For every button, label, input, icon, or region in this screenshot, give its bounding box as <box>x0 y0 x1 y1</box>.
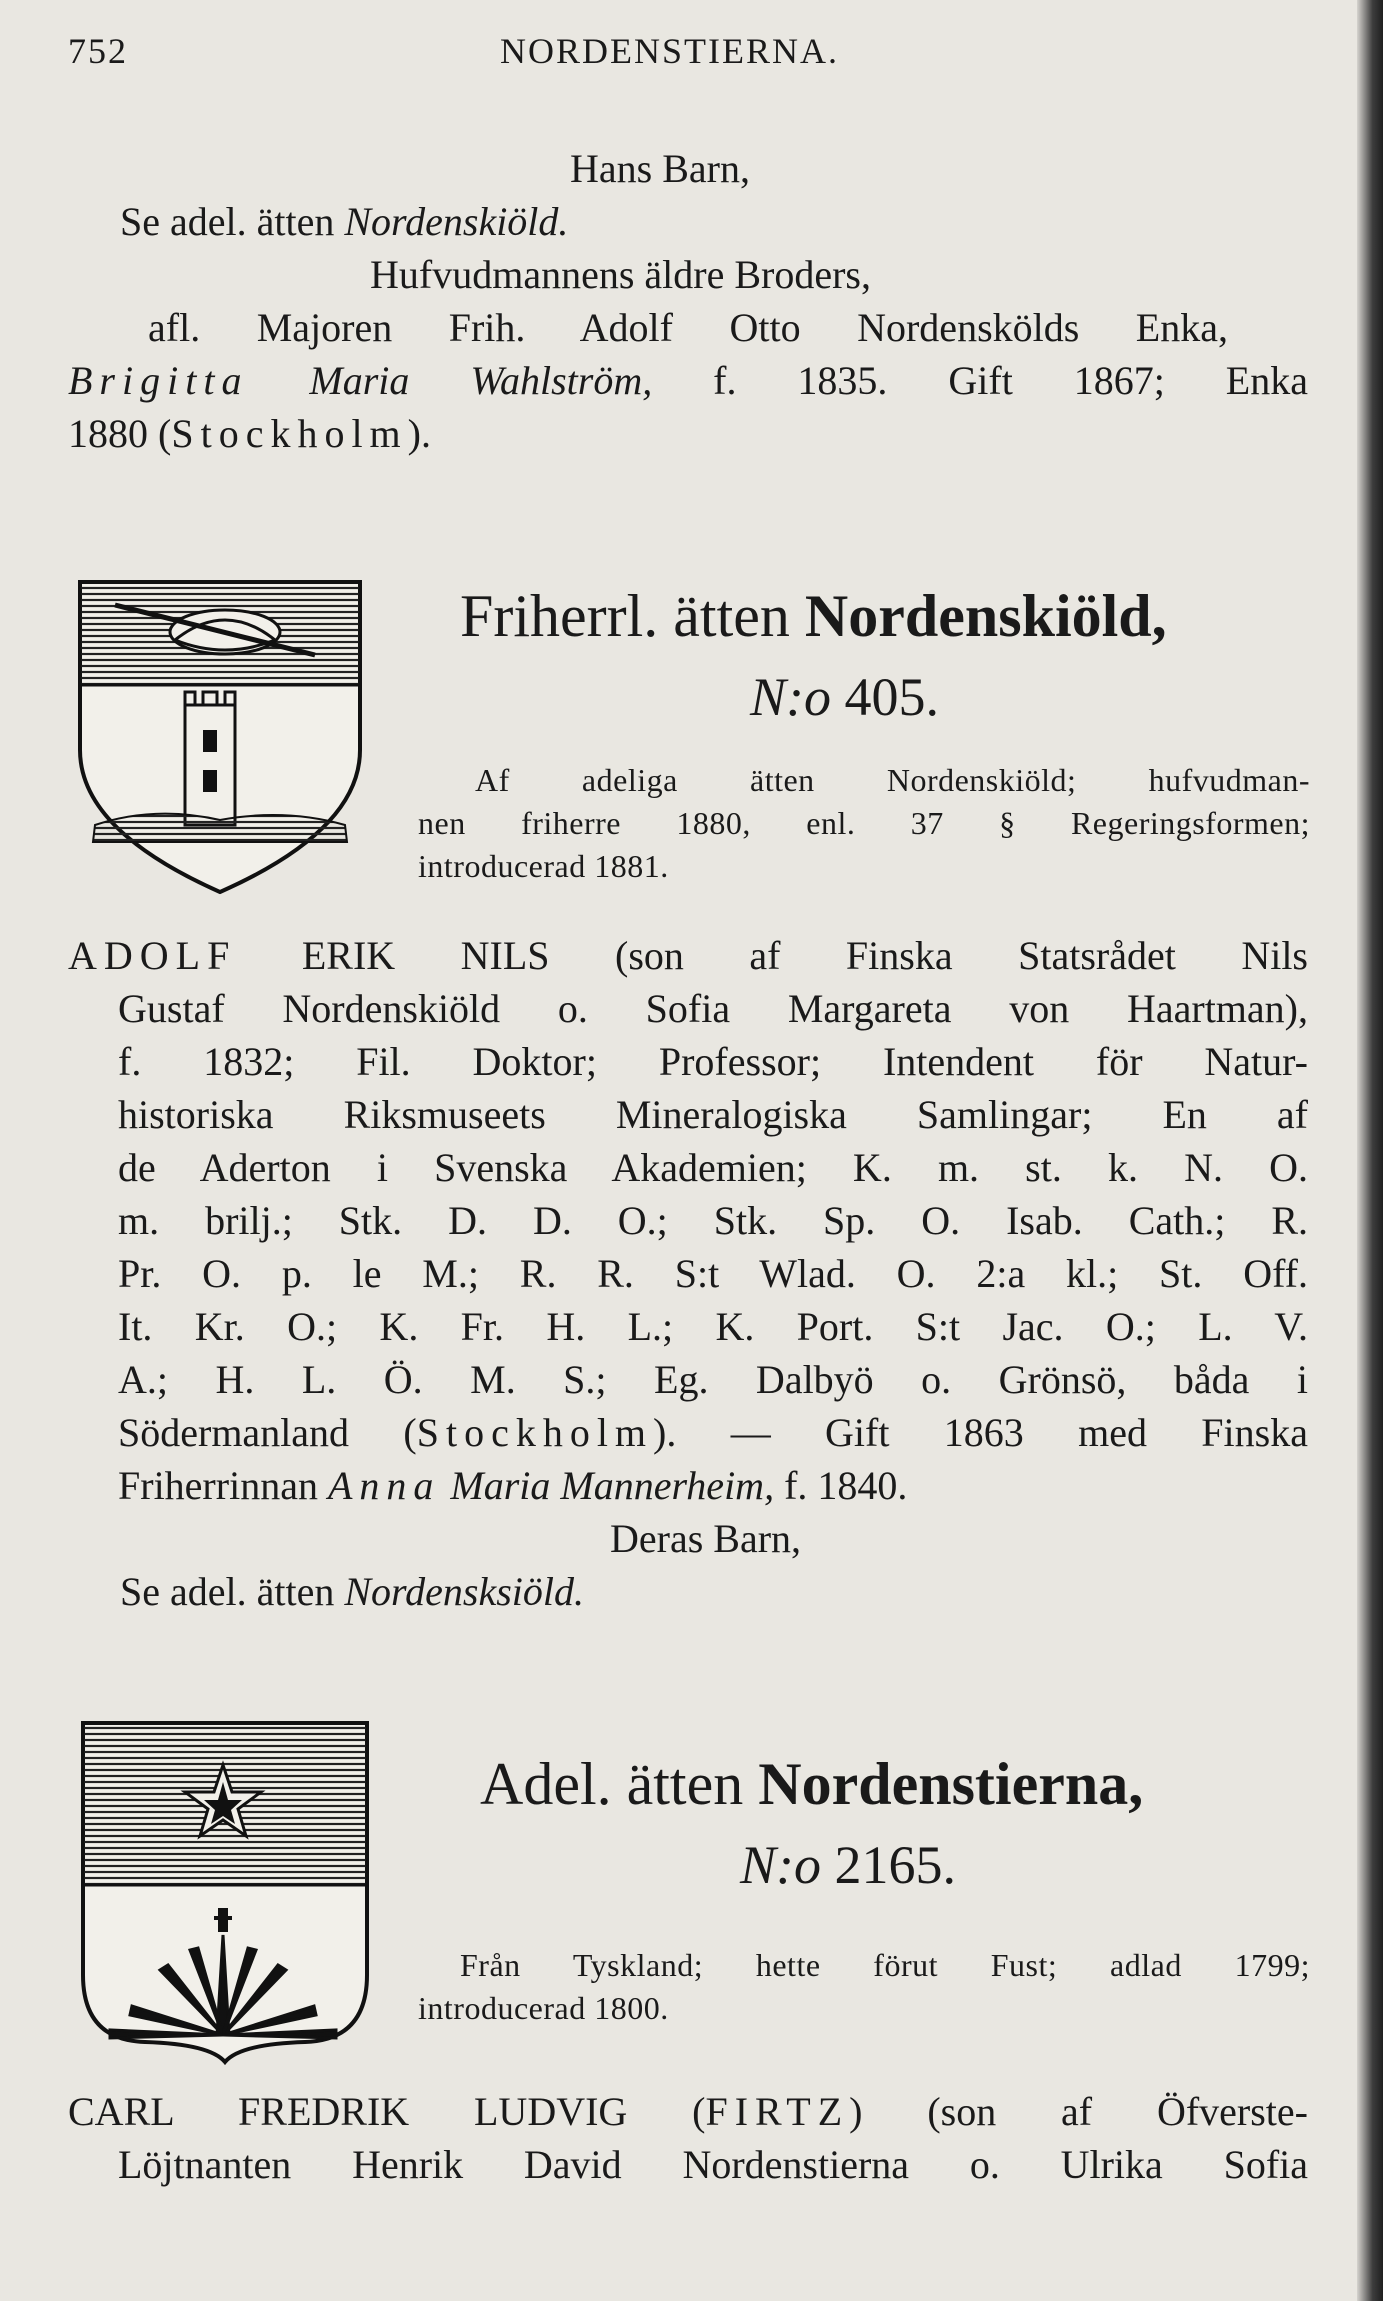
entry-description-line: introducerad 1800. <box>418 1990 669 2026</box>
body-line: It. Kr. O.; K. Fr. H. L.; K. Port. S:t Jac. O.; L. V. <box>118 1304 1308 1349</box>
widow-line: afl. Majoren Frih. Adolf Otto Nordenskölds Enka, <box>148 305 1228 350</box>
entry-description-line: introducerad 1881. <box>418 848 669 884</box>
running-title: NORDENSTIERNA. <box>500 31 839 71</box>
body-line: f. 1832; Fil. Doktor; Professor; Intendent för Natur- <box>118 1039 1308 1084</box>
entry-description-line: Af adeliga ätten Nordenskiöld; hufvudman- <box>475 762 1310 798</box>
see-reference: Se adel. ätten Nordensksiöld. <box>120 1569 584 1614</box>
coat-of-arms-nordenskiold-icon <box>75 580 365 895</box>
entry-number-405: N:o 405. <box>750 667 939 727</box>
entry-number-2165: N:o 2165. <box>740 1835 956 1895</box>
body-line: Friherrinnan Anna Maria Mannerheim, f. 1840. <box>118 1463 908 1508</box>
page-edge-shadow <box>1357 0 1383 2301</box>
body-line: Gustaf Nordenskiöld o. Sofia Margareta von Haartman), <box>118 986 1308 1031</box>
body-line: de Aderton i Svenska Akademien; K. m. st. k. N. O. <box>118 1145 1308 1190</box>
body-line: Löjtnanten Henrik David Nordenstierna o. Ulrika Sofia <box>118 2142 1308 2187</box>
entry-description-line: Från Tyskland; hette förut Fust; adlad 1799; <box>460 1947 1310 1983</box>
children-caption: Hans Barn, <box>570 146 750 191</box>
body-line: Södermanland (Stockholm). — Gift 1863 med Finska <box>118 1410 1308 1455</box>
body-line: CARL FREDRIK LUDVIG (FIRTZ) (son af Öfverste- <box>68 2089 1308 2134</box>
body-line: historiska Riksmuseets Mineralogiska Samlingar; En af <box>118 1092 1308 1137</box>
body-line: ADOLF ERIK NILS (son af Finska Statsrådet Nils <box>68 933 1308 978</box>
body-line: Pr. O. p. le M.; R. R. S:t Wlad. O. 2:a kl.; St. Off. <box>118 1251 1308 1296</box>
entry-heading-nordenstierna: Adel. ätten Nordenstierna, <box>480 1751 1144 1817</box>
body-line: A.; H. L. Ö. M. S.; Eg. Dalbyö o. Grönsö, båda i <box>118 1357 1308 1402</box>
coat-of-arms-nordenstierna-icon <box>80 1720 370 2065</box>
widow-residence-line: 1880 (Stockholm). <box>68 411 431 456</box>
body-line: m. brilj.; Stk. D. D. O.; Stk. Sp. O. Isab. Cath.; R. <box>118 1198 1308 1243</box>
entry-heading-nordenskiold: Friherrl. ätten Nordenskiöld, <box>460 583 1167 649</box>
page-number: 752 <box>68 31 128 71</box>
children-caption: Deras Barn, <box>610 1516 802 1561</box>
brother-caption: Hufvudmannens äldre Broders, <box>370 252 871 297</box>
entry-description-line: nen friherre 1880, enl. 37 § Regeringsformen; <box>418 805 1310 841</box>
see-reference: Se adel. ätten Nordenskiöld. <box>120 199 569 244</box>
widow-name-line: Brigitta Maria Wahlström, f. 1835. Gift 1867; Enka <box>68 358 1308 403</box>
